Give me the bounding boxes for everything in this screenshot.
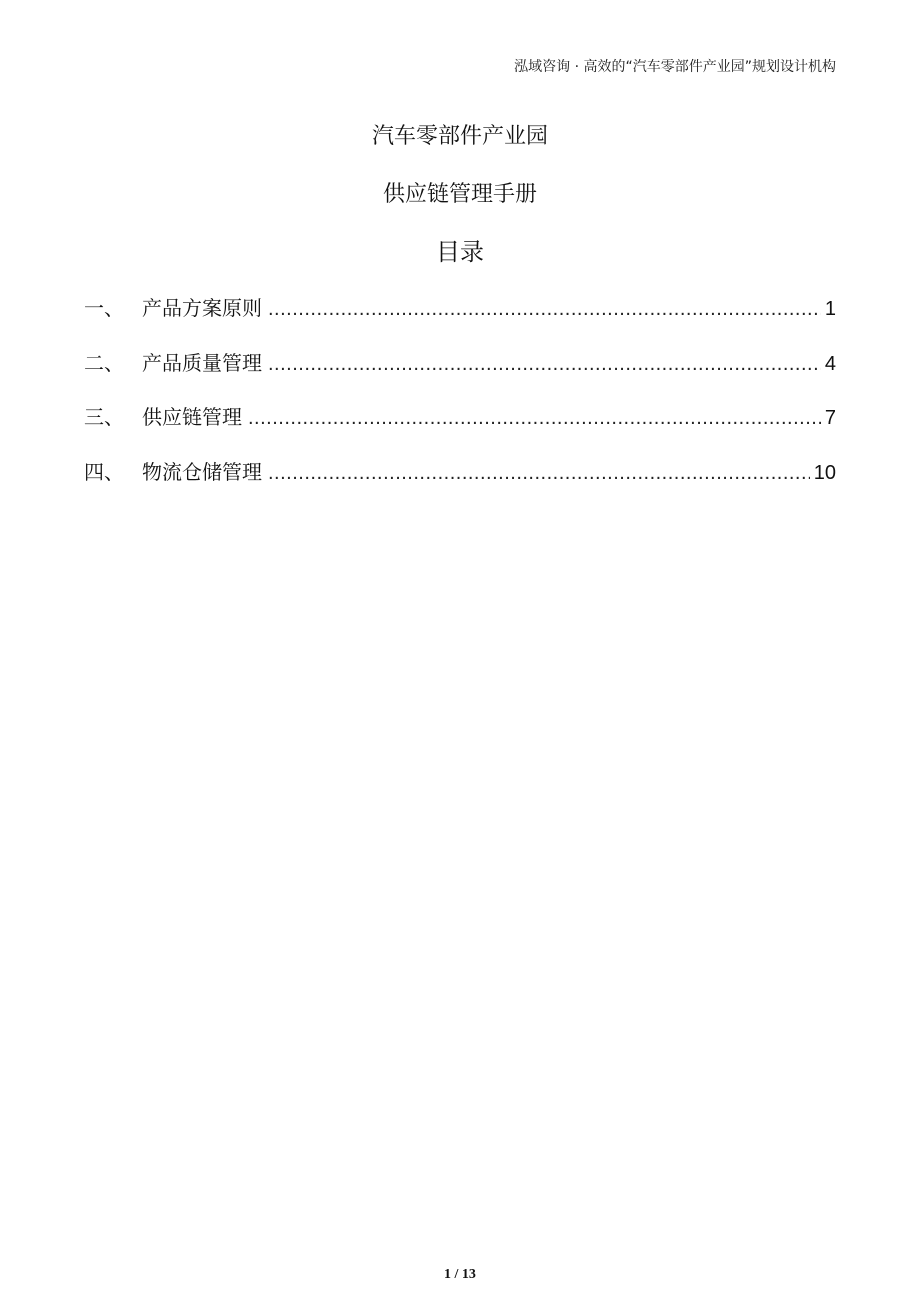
toc-heading: 目录 [436,238,484,266]
toc-dot-leader [268,295,821,323]
toc-entry-page: 4 [824,352,836,375]
toc-dot-leader [248,404,821,432]
table-of-contents [84,294,836,512]
toc-entry-number: 三、 [84,405,124,429]
page-number: 1 / 13 [444,1267,476,1282]
toc-entry[interactable] [84,349,836,404]
toc-entry[interactable] [84,458,836,513]
toc-entry-number: 二、 [84,350,124,375]
toc-entry-title: 物流仓储管理 [142,459,262,484]
toc-entry[interactable] [84,403,836,458]
toc-entry-number: 四、 [84,459,124,484]
toc-entry-title: 产品质量管理 [142,350,262,375]
document-title: 汽车零部件产业园 [371,124,548,149]
header-note: 泓域咨询 · 高效的“汽车零部件产业园”规划设计机构 [514,59,836,75]
toc-entry-page: 7 [824,407,836,429]
toc-entry-page: 1 [824,298,836,320]
toc-entry-number: 一、 [84,296,124,320]
toc-entry[interactable] [84,294,836,349]
toc-entry-title: 产品方案原则 [142,296,262,320]
toc-entry-page: 10 [813,461,836,484]
document-subtitle: 供应链管理手册 [382,182,537,207]
toc-dot-leader [268,350,821,378]
toc-entry-title: 供应链管理 [142,405,242,429]
toc-dot-leader [268,459,810,487]
